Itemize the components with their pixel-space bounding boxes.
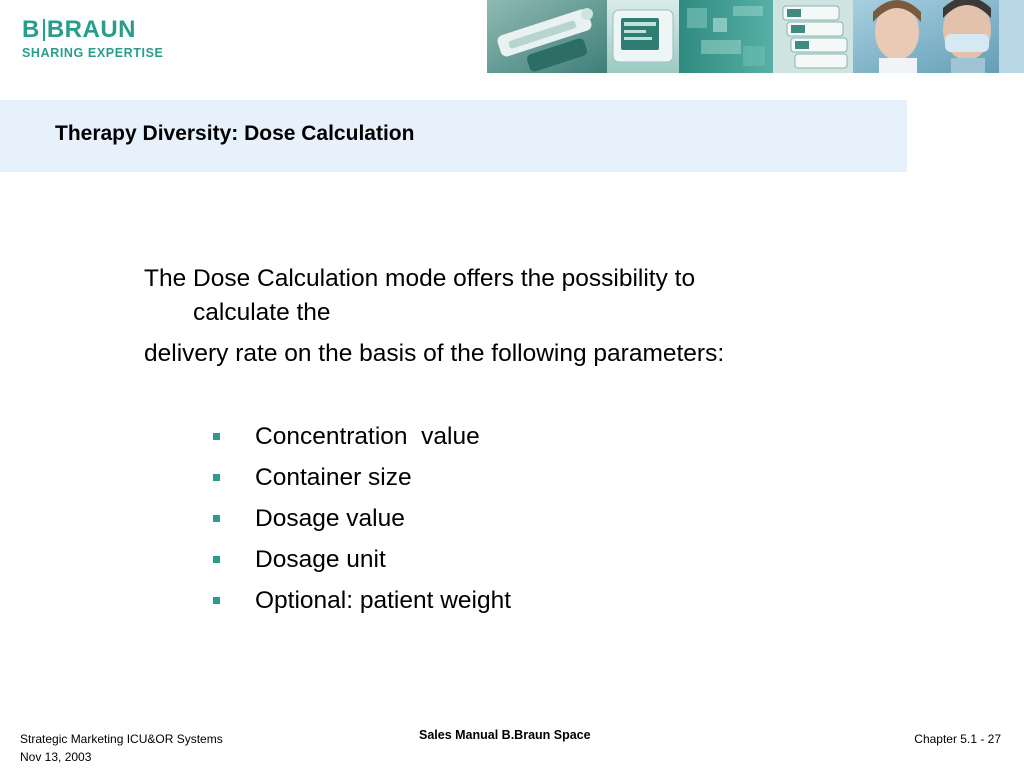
clinical-staff-photo (853, 0, 1024, 73)
logo-wordmark (22, 18, 182, 42)
list-item-text: Dosage value (255, 504, 405, 532)
slide-title: Therapy Diversity: Dose Calculation (55, 122, 415, 145)
teal-pattern-photo (679, 0, 773, 73)
footer-date: Nov 13, 2003 (20, 750, 92, 764)
intro-line-2: calculate the (193, 299, 331, 326)
stacked-pumps-photo (773, 0, 853, 73)
intro-paragraph (144, 262, 844, 371)
logo-tagline: SHARING EXPERTISE (22, 46, 164, 60)
list-item-text: Container size (255, 463, 412, 491)
footer-department: Strategic Marketing ICU&OR Systems (20, 732, 223, 746)
parameter-list (213, 416, 511, 621)
list-item (213, 457, 511, 498)
syringe-pump-photo (487, 0, 607, 73)
square-bullet-icon (213, 433, 220, 440)
intro-line-1: The Dose Calculation mode offers the possibility to (144, 265, 696, 292)
footer-left (20, 730, 223, 766)
footer-manual-title: Sales Manual B.Braun Space (419, 728, 591, 742)
list-item-text: Dosage unit (255, 545, 386, 573)
logo-brand-left: B (22, 16, 40, 43)
header-photo-banner (487, 0, 1024, 73)
pump-screen-photo (607, 0, 679, 73)
list-item (213, 580, 511, 621)
list-item-text: Optional: patient weight (255, 586, 512, 614)
list-item-text: Concentration value (255, 422, 480, 450)
intro-line-3: delivery rate on the basis of the following parameters: (144, 340, 725, 367)
square-bullet-icon (213, 597, 220, 604)
footer-page-number: Chapter 5.1 - 27 (914, 732, 1001, 746)
list-item (213, 416, 511, 457)
list-item (213, 539, 511, 580)
list-item (213, 498, 511, 539)
logo-divider (43, 19, 45, 41)
medical-devices-banner-image (487, 0, 1024, 73)
square-bullet-icon (213, 474, 220, 481)
square-bullet-icon (213, 556, 220, 563)
bbraun-logo (22, 18, 182, 60)
logo-brand-right: BRAUN (46, 16, 137, 43)
square-bullet-icon (213, 515, 220, 522)
